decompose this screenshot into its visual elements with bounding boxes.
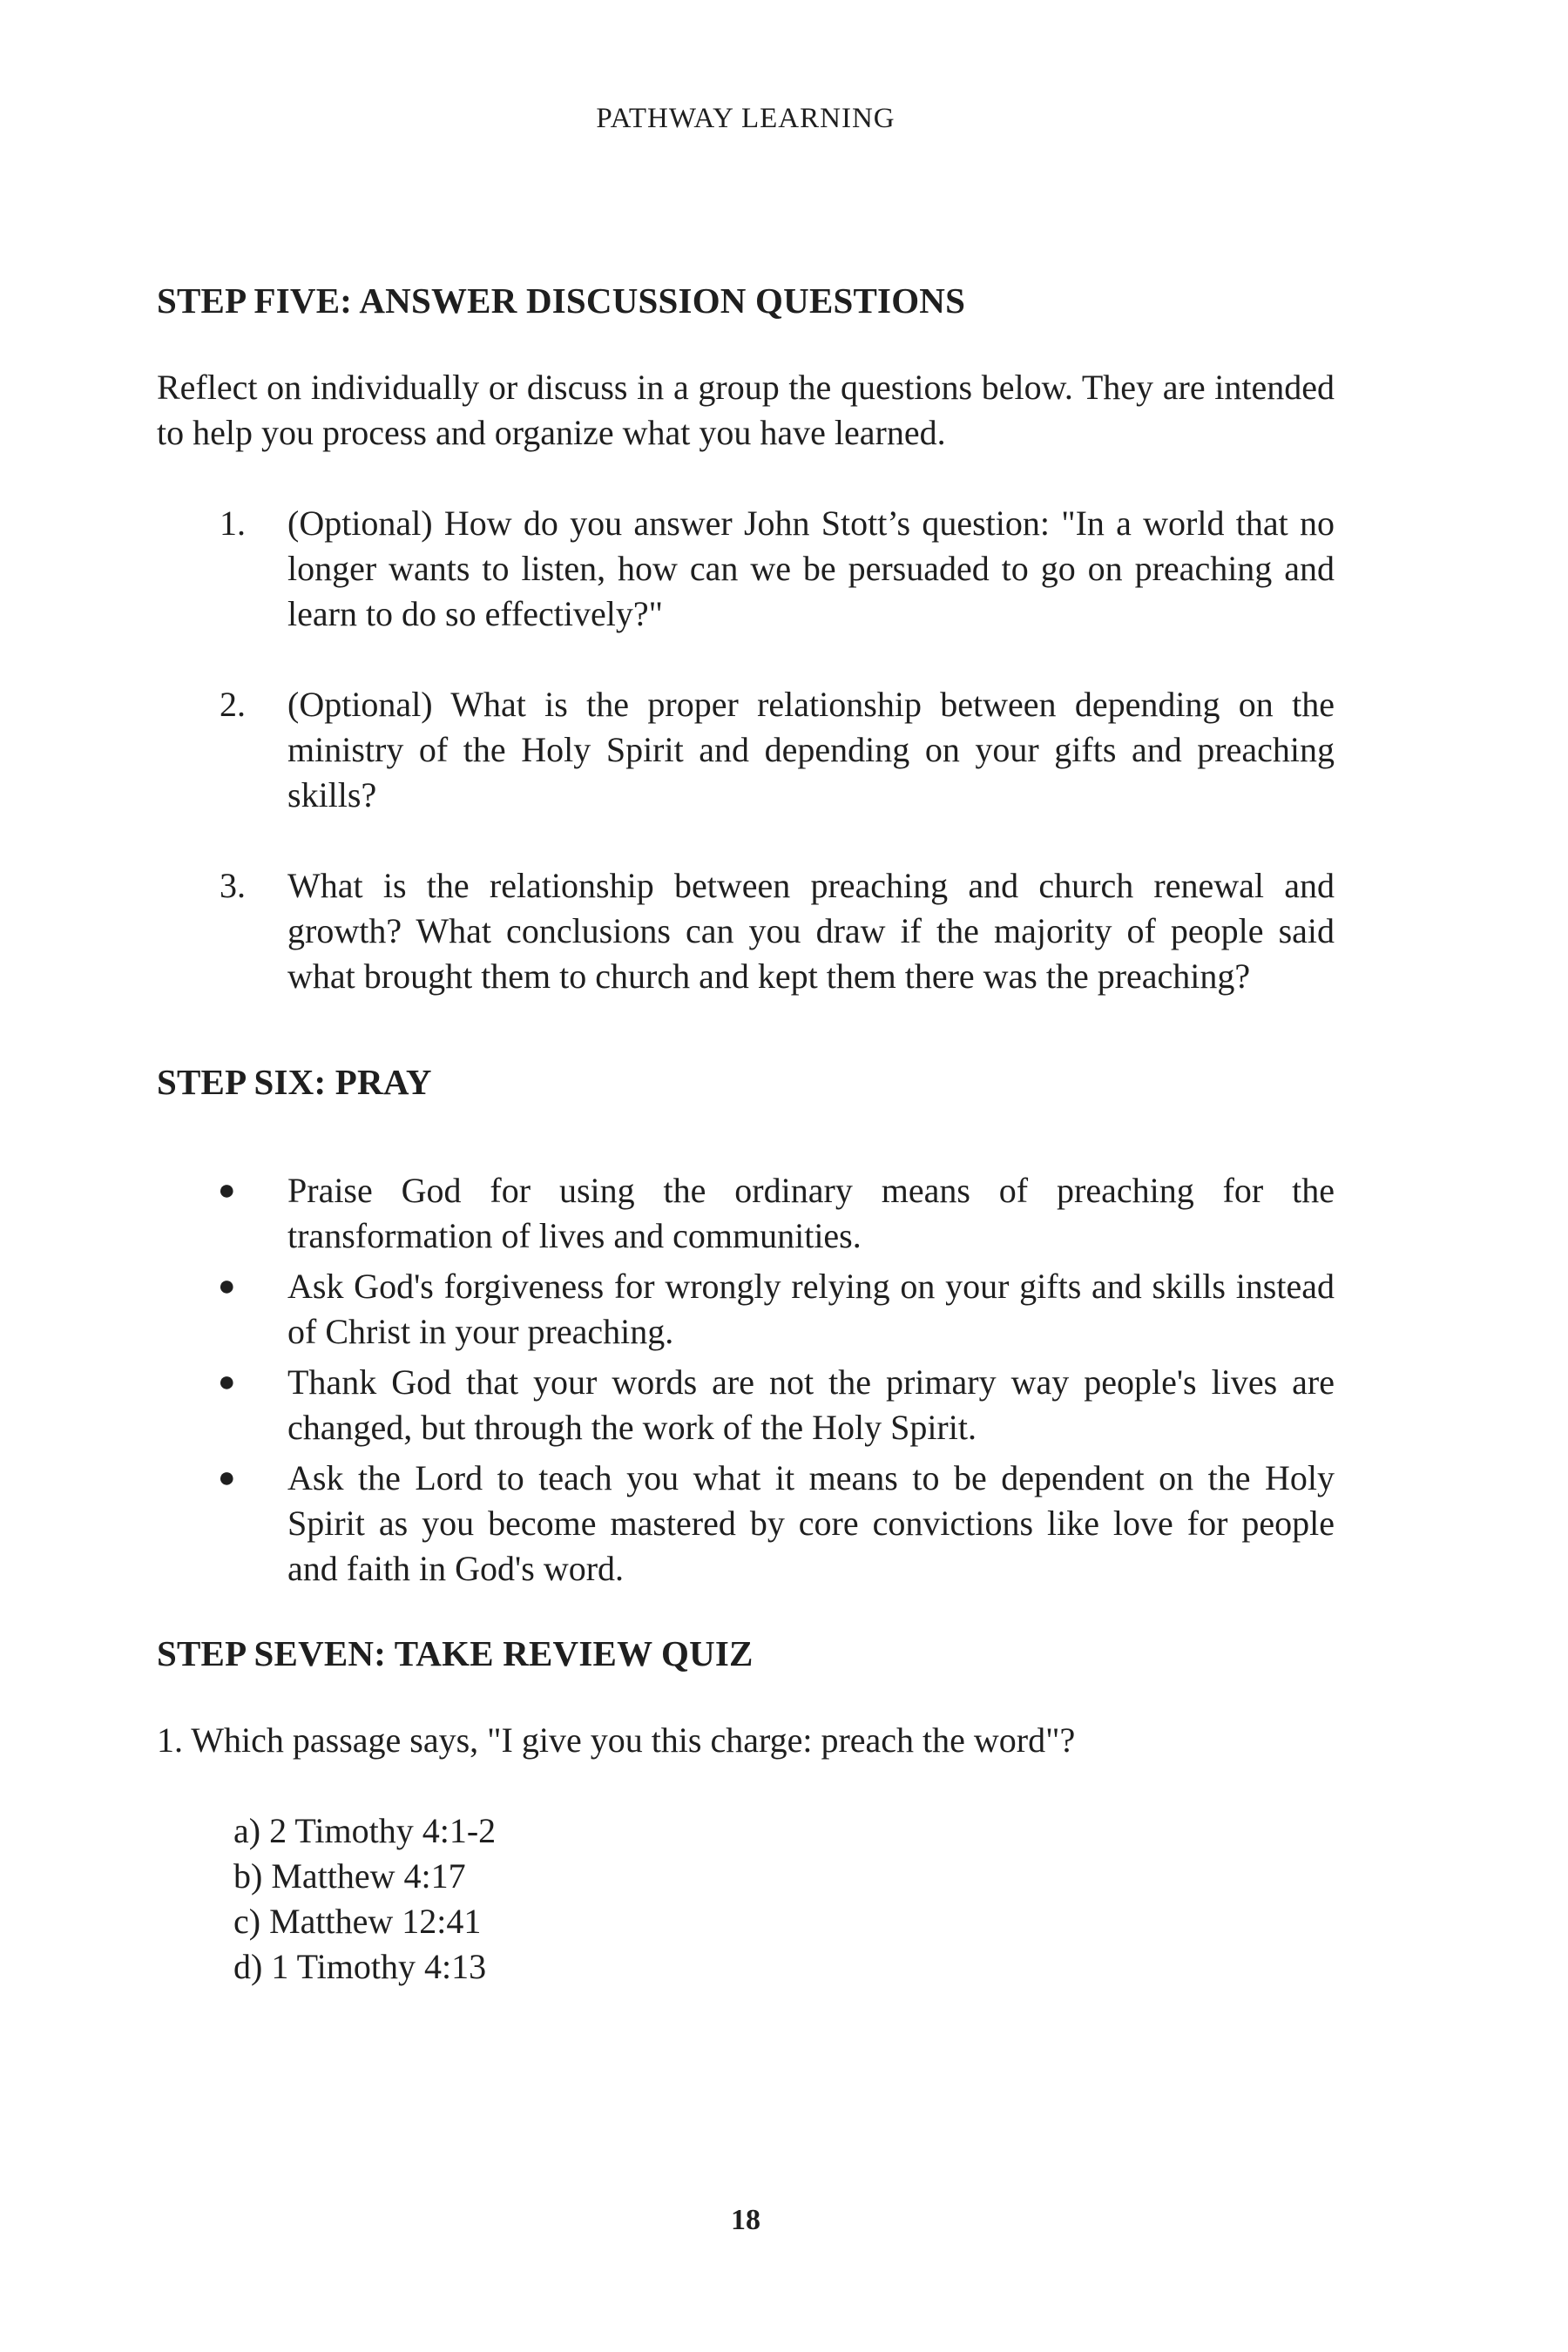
quiz-option: b) Matthew 4:17	[233, 1855, 466, 1896]
quiz-option: d) 1 Timothy 4:13	[233, 1946, 487, 1986]
quiz-question: 1. Which passage says, "I give you this charge: preach the word"?	[157, 1720, 1076, 1760]
page-number: 18	[731, 2204, 760, 2236]
prayer-item	[157, 1168, 1335, 1259]
quiz-options	[233, 1808, 1335, 1990]
discussion-question	[157, 501, 1335, 637]
prayer-item	[157, 1456, 1335, 1592]
step-seven-heading: STEP SEVEN: TAKE REVIEW QUIZ	[157, 1632, 754, 1673]
prayer-text: Ask the Lord to teach you what it means to be dependent on the Holy Spirit as you become mastered by core convictions like love for people and faith in God's word.	[287, 1457, 1335, 1588]
prayer-text: Praise God for using the ordinary means of preaching for the transformation of lives and communities.	[287, 1170, 1335, 1255]
step-seven-section	[157, 1632, 1335, 1990]
bullet-icon: ●	[218, 1173, 236, 1206]
question-text: (Optional) How do you answer John Stott’s question: "In a world that no longer wants to listen, how can we be persuaded to go on preaching and learn to do so effectively?"	[287, 504, 1335, 634]
step-six-section	[157, 1060, 1335, 1591]
prayer-item	[157, 1360, 1335, 1450]
quiz-option: c) Matthew 12:41	[233, 1901, 482, 1941]
quiz-option: a) 2 Timothy 4:1-2	[233, 1810, 497, 1850]
question-number: 2.	[220, 685, 246, 725]
page-content	[157, 279, 1335, 1990]
step-five-intro: Reflect on individually or discuss in a group the questions below. They are intended to help you process and organize what you have learned.	[157, 368, 1335, 453]
question-number: 3.	[220, 866, 246, 906]
prayer-item	[157, 1264, 1335, 1355]
question-number: 1.	[220, 504, 246, 544]
running-header: PATHWAY LEARNING	[596, 103, 896, 134]
question-text: (Optional) What is the proper relationship between depending on the ministry of the Holy Spirit and depending on your gifts and preaching skills?	[287, 685, 1335, 815]
bullet-icon: ●	[218, 1365, 236, 1398]
step-five-section	[157, 279, 1335, 999]
prayer-list	[157, 1168, 1335, 1592]
discussion-question	[157, 863, 1335, 999]
step-six-heading: STEP SIX: PRAY	[157, 1062, 432, 1103]
bullet-icon: ●	[218, 1461, 236, 1494]
bullet-icon: ●	[218, 1269, 236, 1302]
prayer-text: Ask God's forgiveness for wrongly relying on your gifts and skills instead of Christ in your preaching.	[287, 1266, 1335, 1351]
discussion-questions-list	[157, 501, 1335, 999]
question-text: What is the relationship between preaching and church renewal and growth? What conclusions can you draw if the majority of people said what brought them to church and kept them there was the preaching?	[287, 866, 1335, 997]
discussion-question	[157, 682, 1335, 818]
step-five-heading: STEP FIVE: ANSWER DISCUSSION QUESTIONS	[157, 280, 966, 321]
prayer-text: Thank God that your words are not the primary way people's lives are changed, but through the work of the Holy Spirit.	[287, 1362, 1335, 1447]
